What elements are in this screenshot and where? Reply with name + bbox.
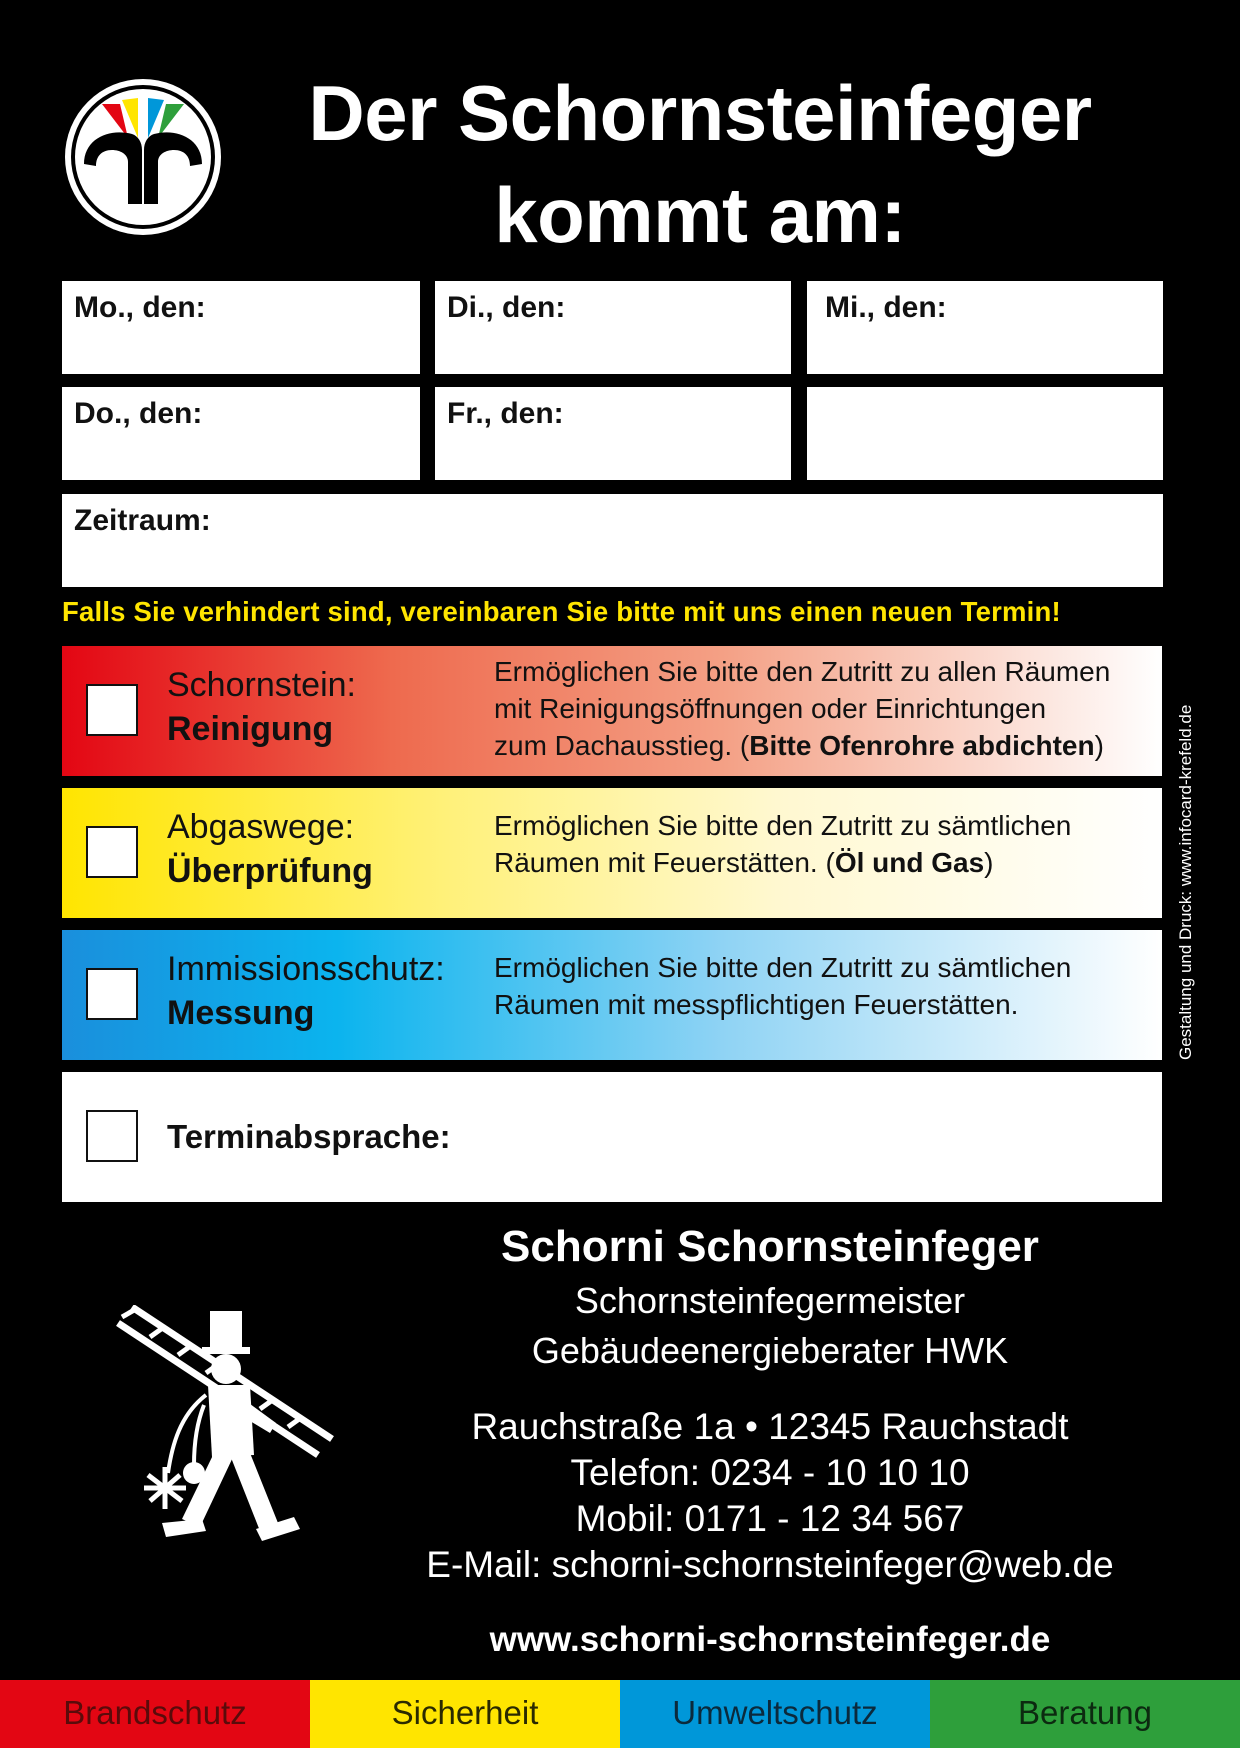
job-title-1: Schornsteinfegermeister <box>574 1280 966 1321</box>
period-field[interactable] <box>62 494 1163 587</box>
title-line-2: kommt am: <box>494 171 906 259</box>
abgas-desc-line-1: Ermöglichen Sie bitte den Zutritt zu sämtlichen <box>494 810 1072 841</box>
reinigung-main-label: Schornstein: <box>167 666 356 704</box>
service-row-termin <box>62 1072 1162 1202</box>
reinigung-description <box>494 653 1154 764</box>
phone: Telefon: 0234 - 10 10 10 <box>570 1452 970 1493</box>
guild-logo-icon <box>62 76 224 238</box>
immission-label <box>167 947 445 1035</box>
reinigung-desc-end: ) <box>1094 730 1104 761</box>
contact-block <box>400 1218 1140 1660</box>
immission-sub-label: Messung <box>167 994 315 1032</box>
immission-main-label: Immissionsschutz: <box>167 950 445 988</box>
immission-desc-line-2: Räumen mit messpflichtigen Feuerstätten. <box>494 989 1019 1020</box>
reinigung-desc-line-3: zum Dachausstieg. ( <box>494 730 750 761</box>
reinigung-desc-line-1: Ermöglichen Sie bitte den Zutritt zu allen Räumen <box>494 656 1111 687</box>
monday-date-field[interactable] <box>62 281 420 374</box>
tuesday-label: Di., den: <box>447 291 566 324</box>
abgas-desc-line-2: Räumen mit Feuerstätten. ( <box>494 847 835 878</box>
footer-sicherheit-label: Sicherheit <box>391 1694 539 1731</box>
abgas-main-label: Abgaswege: <box>167 808 355 846</box>
service-row-immission <box>62 930 1162 1060</box>
termin-checkbox[interactable] <box>86 1110 138 1162</box>
immission-desc-line-1: Ermöglichen Sie bitte den Zutritt zu sämtlichen <box>494 952 1072 983</box>
email: E-Mail: schorni-schornsteinfeger@web.de <box>426 1544 1114 1585</box>
footer-beratung-label: Beratung <box>1018 1694 1152 1731</box>
immission-description <box>494 949 1154 1023</box>
reinigung-desc-line-2: mit Reinigungsöffnungen oder Einrichtungen <box>494 693 1047 724</box>
title-line-1: Der Schornsteinfeger <box>308 69 1092 157</box>
abgas-label <box>167 805 373 893</box>
address: Rauchstraße 1a • 12345 Rauchstadt <box>471 1406 1069 1447</box>
page-title <box>270 62 1130 266</box>
tuesday-date-field[interactable] <box>435 281 791 374</box>
chimney-sweep-icon <box>110 1305 350 1565</box>
footer-beratung <box>930 1680 1240 1748</box>
reinigung-sub-label: Reinigung <box>167 710 334 748</box>
monday-label: Mo., den: <box>74 291 206 324</box>
website: www.schorni-schornsteinfeger.de <box>489 1620 1051 1659</box>
abgas-checkbox[interactable] <box>86 826 138 878</box>
reinigung-desc-bold: Bitte Ofenrohre abdichten <box>749 730 1095 761</box>
service-row-reinigung <box>62 646 1162 776</box>
reinigung-label <box>167 663 356 751</box>
abgas-desc-bold: Öl und Gas <box>834 847 985 878</box>
abgas-sub-label: Überprüfung <box>167 852 373 890</box>
wednesday-date-field[interactable] <box>807 281 1163 374</box>
print-credit: Gestaltung und Druck: www.infocard-krefeld.de <box>1176 704 1195 1060</box>
friday-date-field[interactable] <box>435 387 791 480</box>
reinigung-checkbox[interactable] <box>86 684 138 736</box>
period-label: Zeitraum: <box>74 504 211 537</box>
friday-label: Fr., den: <box>447 397 564 430</box>
termin-label: Terminabsprache: <box>167 1118 451 1155</box>
footer-brandschutz-label: Brandschutz <box>63 1694 247 1731</box>
thursday-label: Do., den: <box>74 397 203 430</box>
footer-sicherheit <box>310 1680 620 1748</box>
abgas-desc-end: ) <box>984 847 994 878</box>
job-title-2: Gebäudeenergieberater HWK <box>531 1330 1009 1371</box>
mobile: Mobil: 0171 - 12 34 567 <box>575 1498 965 1539</box>
footer-brandschutz <box>0 1680 310 1748</box>
reschedule-notice: Falls Sie verhindert sind, vereinbaren Sie bitte mit uns einen neuen Termin! <box>62 596 1061 627</box>
footer-umweltschutz-label: Umweltschutz <box>672 1694 878 1731</box>
thursday-date-field[interactable] <box>62 387 420 480</box>
immission-checkbox[interactable] <box>86 968 138 1020</box>
service-row-abgas <box>62 788 1162 918</box>
wednesday-label: Mi., den: <box>825 291 947 324</box>
abgas-description <box>494 807 1154 881</box>
footer-umweltschutz <box>620 1680 930 1748</box>
company-name: Schorni Schornsteinfeger <box>501 1222 1039 1271</box>
extra-date-field[interactable] <box>807 387 1163 480</box>
